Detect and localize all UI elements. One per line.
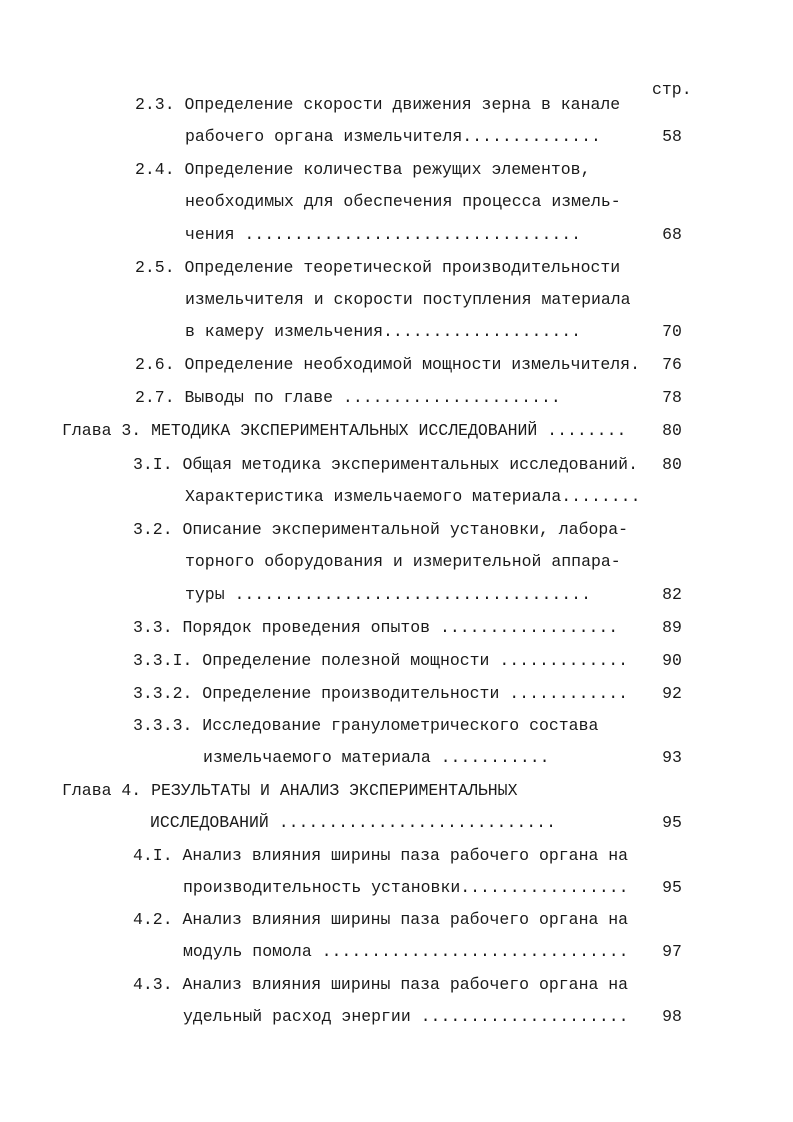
toc-chapter-heading: ИССЛЕДОВАНИЙ ............................ [150, 813, 556, 832]
toc-entry-line: торного оборудования и измерительной аппара- [185, 552, 621, 571]
toc-page-number: 90 [662, 651, 682, 670]
toc-entry-line: 3.3.3. Исследование гранулометрического состава [133, 716, 599, 735]
toc-entry-line: измельчаемого материала ........... [203, 748, 550, 767]
toc-page-number: 98 [662, 1007, 682, 1026]
toc-page-number: 70 [662, 322, 682, 341]
toc-entry-line: 2.4. Определение количества режущих элементов, [135, 160, 591, 179]
toc-entry-line: удельный расход энергии ..................... [183, 1007, 629, 1026]
toc-page-number: 92 [662, 684, 682, 703]
toc-page-number: 58 [662, 127, 682, 146]
toc-page-number: 95 [662, 878, 682, 897]
toc-entry-line: 3.3.I. Определение полезной мощности ............. [133, 651, 629, 670]
toc-entry-line: 4.I. Анализ влияния ширины паза рабочего органа на [133, 846, 629, 865]
toc-page-number: 93 [662, 748, 682, 767]
toc-chapter-heading: Глава 3. МЕТОДИКА ЭКСПЕРИМЕНТАЛЬНЫХ ИССЛЕДОВАНИЙ ........ [62, 421, 627, 440]
toc-page-number: 78 [662, 388, 682, 407]
toc-entry-line: модуль помола ............................... [183, 942, 629, 961]
toc-entry-line: 2.3. Определение скорости движения зерна в канале [135, 95, 621, 114]
toc-page-number: 80 [662, 455, 682, 474]
toc-entry-line: Характеристика измельчаемого материала........ [185, 487, 641, 506]
toc-entry-line: 2.7. Выводы по главе ...................... [135, 388, 561, 407]
toc-page-number: 82 [662, 585, 682, 604]
toc-entry-line: в камеру измельчения.................... [185, 322, 582, 341]
toc-entry-line: 3.2. Описание экспериментальной установки, лабора- [133, 520, 629, 539]
toc-entry-line: туры .................................... [185, 585, 591, 604]
toc-entry-line: необходимых для обеспечения процесса измель- [185, 192, 621, 211]
toc-entry-line: 3.3. Порядок проведения опытов .................. [133, 618, 619, 637]
toc-page-number: 95 [662, 813, 682, 832]
toc-page-number: 76 [662, 355, 682, 374]
toc-page-number: 89 [662, 618, 682, 637]
toc-page-number: 97 [662, 942, 682, 961]
toc-entry-line: 3.I. Общая методика экспериментальных исследований. [133, 455, 638, 474]
toc-entry-line: 2.5. Определение теоретической производительности [135, 258, 621, 277]
toc-entry-line: рабочего органа измельчителя.............. [185, 127, 601, 146]
toc-entry-line: производительность установки................. [183, 878, 629, 897]
toc-page-number: 80 [662, 421, 682, 440]
toc-entry-line: измельчителя и скорости поступления материала [185, 290, 631, 309]
toc-page-number: 68 [662, 225, 682, 244]
toc-entry-line: 4.2. Анализ влияния ширины паза рабочего органа на [133, 910, 629, 929]
toc-entry-line: 2.6. Определение необходимой мощности измельчителя. [135, 355, 640, 374]
toc-entry-line: чения .................................. [185, 225, 582, 244]
page-column-header: стр. [652, 80, 692, 99]
toc-entry-line: 3.3.2. Определение производительности ............ [133, 684, 629, 703]
toc-chapter-heading: Глава 4. РЕЗУЛЬТАТЫ И АНАЛИЗ ЭКСПЕРИМЕНТАЛЬНЫХ [62, 781, 518, 800]
toc-entry-line: 4.3. Анализ влияния ширины паза рабочего органа на [133, 975, 629, 994]
